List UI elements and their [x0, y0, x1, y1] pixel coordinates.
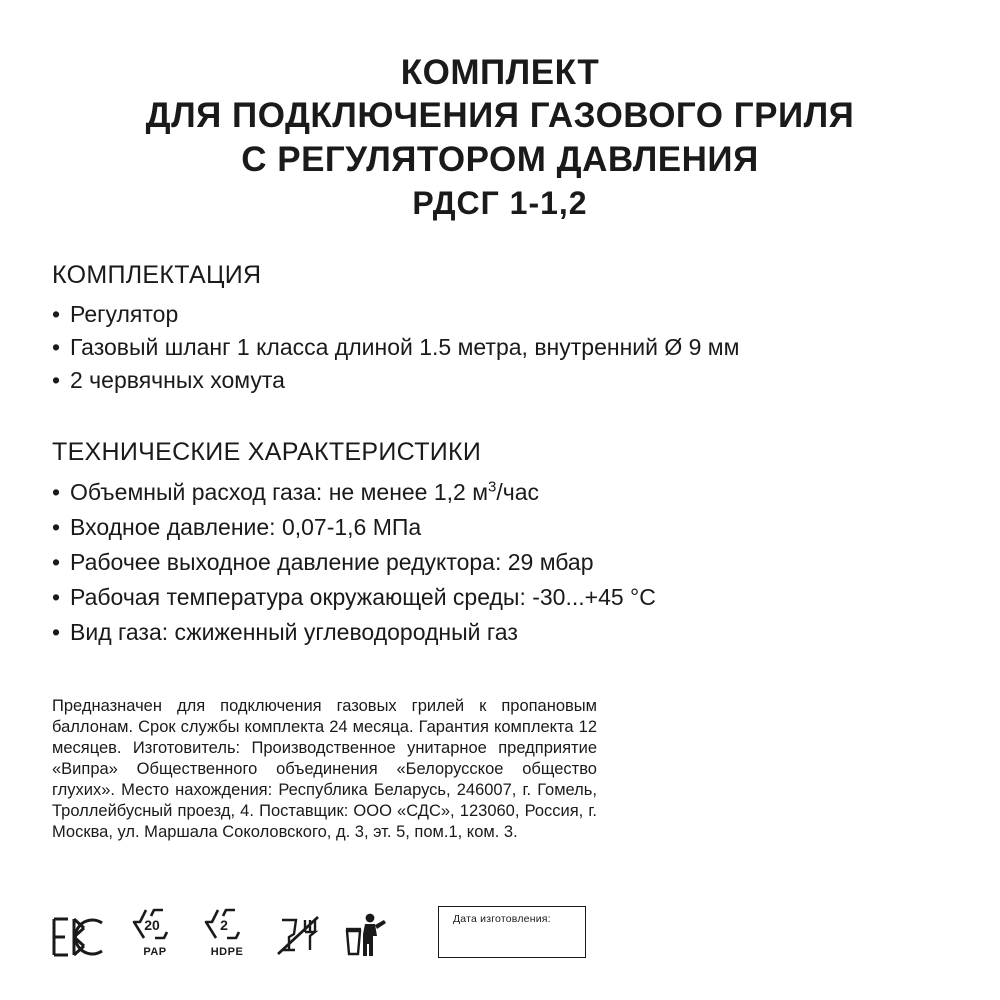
- section-contents-heading: КОМПЛЕКТАЦИЯ: [52, 261, 262, 289]
- title-line-1: КОМПЛЕКТ: [400, 53, 600, 92]
- section-contents: [48, 258, 952, 397]
- list-item: • Вид газа: сжиженный углеводородный газ: [52, 615, 952, 650]
- eac-mark-icon: [50, 916, 108, 958]
- person-throwing-litter-icon: [344, 912, 394, 958]
- page-title: [48, 52, 952, 224]
- list-item: [52, 475, 952, 510]
- title-line-2: ДЛЯ ПОДКЛЮЧЕНИЯ ГАЗОВОГО ГРИЛЯ: [145, 96, 855, 135]
- manufacture-date-label: Дата изготовления:: [453, 913, 551, 925]
- glass-and-fork-crossed-icon: [274, 914, 322, 958]
- list-item: • Входное давление: 0,07-1,6 МПа: [52, 510, 952, 545]
- pap-caption: PAP: [143, 946, 167, 958]
- svg-text:20: 20: [144, 917, 160, 933]
- list-item: • Газовый шланг 1 класса длиной 1.5 метра, внутренний Ø 9 мм: [52, 331, 952, 364]
- list-item: • Регулятор: [52, 298, 952, 331]
- title-line-3: С РЕГУЛЯТОРОМ ДАВЛЕНИЯ: [241, 140, 759, 179]
- title-model-code: РДСГ 1-1,2: [412, 185, 588, 221]
- fine-print-paragraph: Предназначен для подключения газовых грилей к пропановым баллонам. Срок службы комплекта 24 месяца. Гарантия комплекта 12 месяцев. Изготовитель: Производственное унитарное предприятие «Випра» Общественного объединения «Белорусское общество глухих». Место нахождения: Республика Беларусь, 246007, г. Гомель, Троллейбусный проезд, 4. Поставщик: ООО «СДС», 123060, Россия, г. Москва, ул. Маршала Соколовского, д. 3, эт. 5, пом.1, ком. 3.: [52, 697, 597, 841]
- spec-gas-flow-superscript: 3: [488, 478, 497, 496]
- recycle-triangle-icon: [130, 903, 180, 945]
- spec-gas-flow-prefix: Объемный расход газа: не менее 1,2 м: [70, 479, 489, 505]
- list-item: • Рабочее выходное давление редуктора: 29 мбар: [52, 545, 952, 580]
- section-specifications-heading: ТЕХНИЧЕСКИЕ ХАРАКТЕРИСТИКИ: [52, 438, 482, 466]
- fine-print-text: [48, 696, 597, 843]
- throw-in-bin-icon: [344, 912, 394, 958]
- specifications-list: [52, 475, 952, 650]
- eac-mark: [50, 916, 108, 958]
- no-food-contact-icon: [274, 914, 322, 958]
- manufacture-date-box[interactable]: [438, 906, 586, 958]
- recycle-triangle-icon: [202, 903, 252, 945]
- spec-gas-flow-suffix: /час: [496, 479, 540, 505]
- section-specifications: [48, 435, 952, 650]
- list-item: • 2 червячных хомута: [52, 364, 952, 397]
- list-item: • Рабочая температура окружающей среды: -30...+45 °C: [52, 580, 952, 615]
- contents-list: [52, 298, 952, 397]
- footer-icon-row: [50, 903, 394, 958]
- hdpe-2-recycle-icon: [202, 903, 252, 958]
- pap-20-recycle-icon: [130, 903, 180, 958]
- svg-text:2: 2: [220, 917, 228, 933]
- hdpe-caption: HDPE: [210, 946, 244, 958]
